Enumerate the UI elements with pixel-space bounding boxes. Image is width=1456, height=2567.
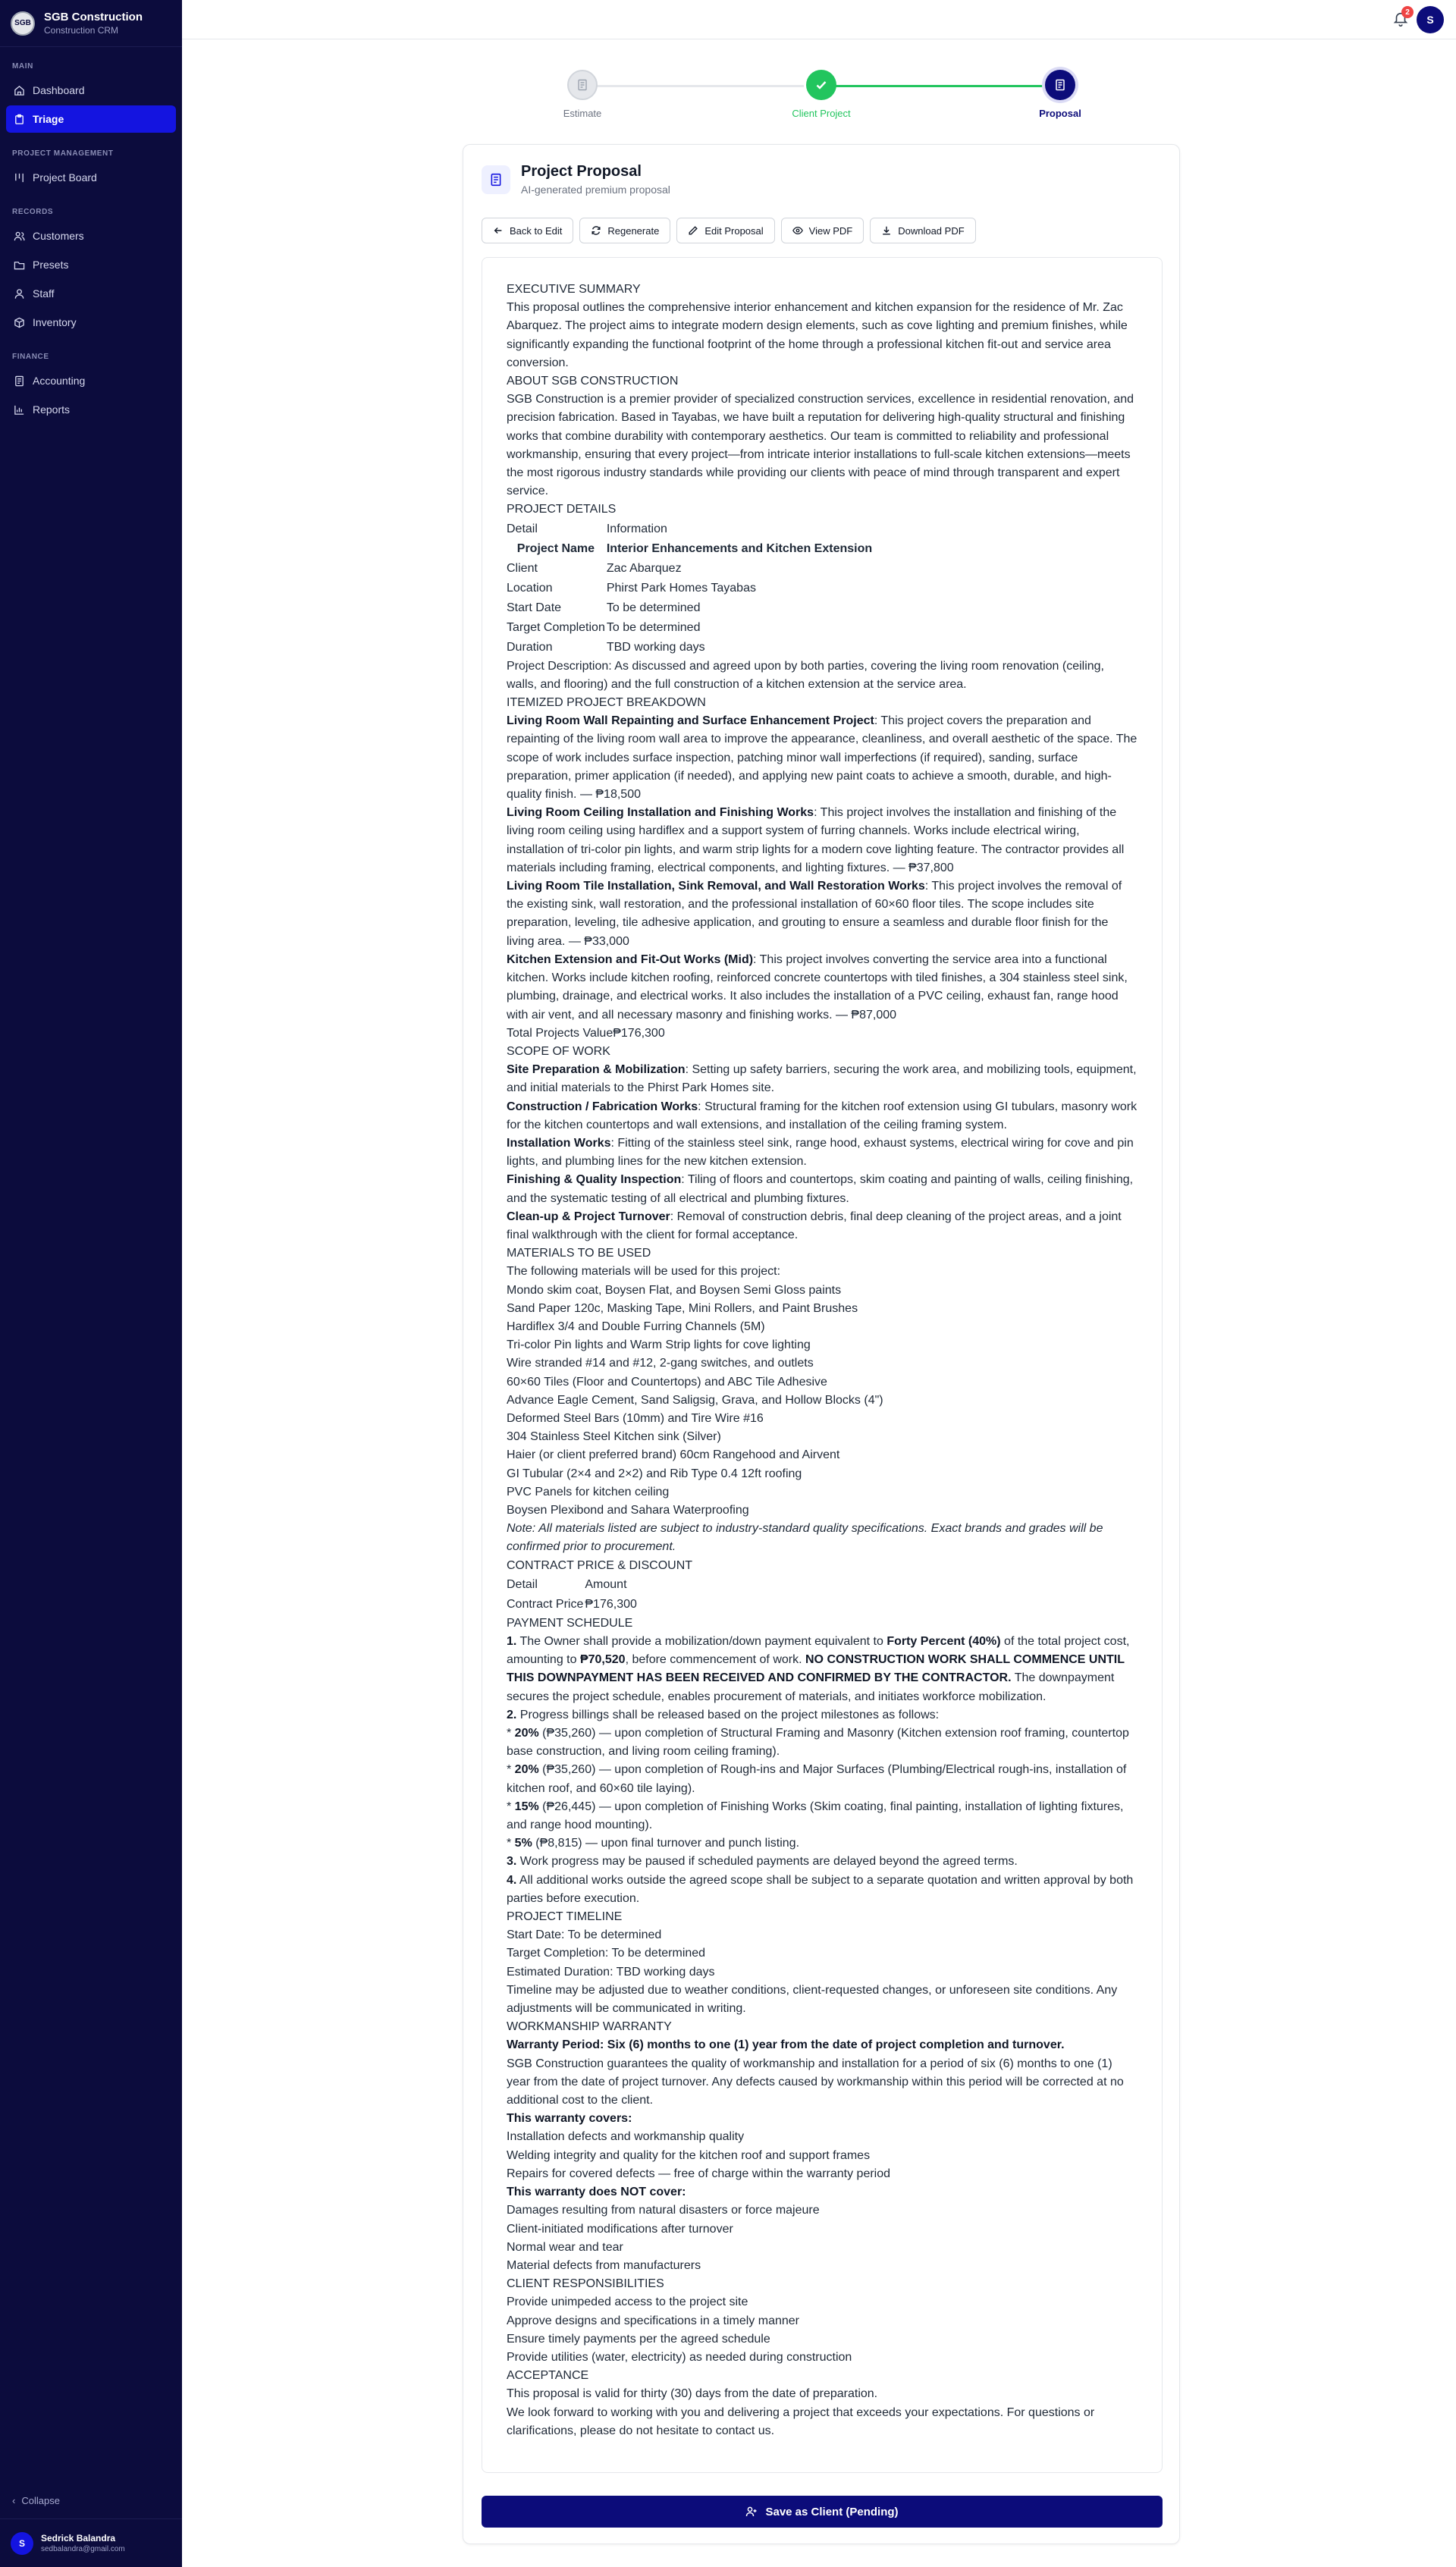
bullet: *: [507, 1800, 515, 1813]
table-header: Information: [606, 522, 667, 535]
document-icon: [576, 79, 588, 91]
table-header-row: [507, 519, 874, 539]
list-item: 60×60 Tiles (Floor and Countertops) and ABC Tile Adhesive: [507, 1375, 827, 1389]
term-text: The Owner shall provide a mobilization/down payment equivalent to: [516, 1635, 887, 1648]
payment-term: [507, 1706, 1138, 1724]
list-item: [507, 712, 1138, 804]
table-header: Amount: [585, 1577, 627, 1591]
list-item: Provide utilities (water, electricity) as needed during construction: [507, 2350, 852, 2364]
list-item: [507, 1098, 1138, 1134]
button-label: Back to Edit: [510, 224, 563, 237]
item-text: : This project involves converting the service area into a functional kitchen. Works include kitchen roofing, reinforced concrete countertops with tiled finishes, a 304 stainless steel sink, plumbing, drainage, and electrical works. It also includes the installation of a PVC ceiling, exhaust fan, range hood with air vent, and all necessary masonry and finishing works. — ₱87,000: [507, 952, 1128, 1021]
list-item: Deformed Steel Bars (10mm) and Tire Wire #16: [507, 1411, 764, 1425]
sidebar-item-staff[interactable]: [6, 280, 176, 307]
subheading-text: This warranty covers:: [507, 2112, 632, 2126]
step-circle: [806, 70, 836, 100]
bullet: *: [507, 1837, 515, 1850]
card-header: [482, 163, 670, 196]
ledger-icon: [14, 375, 25, 387]
materials-note: [507, 1520, 1138, 1556]
user-name: Sedrick Balandra: [41, 2533, 116, 2543]
sidebar-item-label: Presets: [33, 259, 69, 271]
sidebar-item-accounting[interactable]: [6, 367, 176, 394]
term-number: 3.: [507, 1855, 517, 1869]
save-as-client-button[interactable]: [482, 2496, 1163, 2528]
table-cell-value: Zac Abarquez: [606, 561, 682, 575]
button-label: Save as Client (Pending): [765, 2505, 899, 2518]
step-proposal[interactable]: [1007, 70, 1113, 119]
brand-subtitle: Construction CRM: [44, 25, 119, 36]
list-item: Ensure timely payments per the agreed schedule: [507, 2332, 770, 2346]
milestone-percent: 20%: [514, 1727, 539, 1740]
list-item: Wire stranded #14 and #12, 2-gang switches, and outlets: [507, 1357, 814, 1370]
item-title: Site Preparation & Mobilization: [507, 1063, 686, 1077]
payment-term: [507, 1633, 1138, 1706]
sidebar-item-label: Reports: [33, 403, 71, 416]
subheading-text: This warranty does NOT cover:: [507, 2186, 686, 2199]
total-value: ₱176,300: [613, 1026, 665, 1040]
item-title: Living Room Ceiling Installation and Finishing Works: [507, 806, 814, 820]
table-cell-label: Contract Price: [507, 1597, 584, 1611]
list-item: Advance Eagle Cement, Sand Saligsig, Grava, and Hollow Blocks (4"): [507, 1393, 883, 1407]
progress-stepper: [182, 39, 1456, 146]
paragraph: We look forward to working with you and delivering a project that exceeds your expectations. For questions or clarifications, please do not hesitate to contact us.: [507, 2405, 1095, 2437]
arrow-left-icon: [493, 225, 504, 236]
step-circle: [1045, 70, 1075, 100]
table-cell-value: ₱176,300: [585, 1597, 637, 1611]
sidebar-user[interactable]: [0, 2518, 182, 2567]
list-item: Client-initiated modifications after turnover: [507, 2222, 733, 2236]
step-label: Estimate: [563, 108, 602, 119]
subheading: [507, 2183, 1138, 2201]
button-label: View PDF: [808, 224, 853, 237]
list-item: Sand Paper 120c, Masking Tape, Mini Rollers, and Paint Brushes: [507, 1301, 858, 1315]
sidebar-item-label: Staff: [33, 287, 55, 300]
item-title: Installation Works: [507, 1136, 611, 1150]
milestone-item: [507, 1798, 1138, 1834]
collapse-label: Collapse: [21, 2495, 60, 2506]
list-item: Provide unimpeded access to the project site: [507, 2296, 748, 2309]
list-item: [507, 951, 1138, 1025]
paragraph: This proposal is valid for thirty (30) days from the date of preparation.: [507, 2387, 878, 2401]
warranty-period: [507, 2036, 1138, 2054]
sidebar-item-label: Customers: [33, 230, 84, 242]
list-item: [507, 1171, 1138, 1207]
download-icon: [881, 225, 892, 236]
section-heading: ACCEPTANCE: [507, 2369, 589, 2383]
table-header-row: [507, 1575, 639, 1595]
clipboard-icon: [14, 114, 25, 125]
users-icon: [14, 231, 25, 242]
button-label: Regenerate: [607, 224, 660, 237]
total-line: [507, 1025, 1138, 1043]
table-row: [507, 579, 874, 598]
section-heading: MATERIALS TO BE USED: [507, 1247, 651, 1260]
sidebar-item-triage[interactable]: [6, 105, 176, 133]
sidebar-item-label: Inventory: [33, 316, 77, 328]
table-cell-value: To be determined: [606, 620, 701, 634]
sidebar-item-label: Accounting: [33, 375, 86, 387]
term-emphasis: Forty Percent (40%): [886, 1635, 1001, 1648]
term-text: The downpayment secures the project schedule, enables procurement of materials, and initiates workforce mobilization.: [507, 1671, 1115, 1703]
list-item: Boysen Plexibond and Sahara Waterproofing: [507, 1503, 749, 1517]
sidebar: [0, 0, 182, 2567]
nav-section-finance: FINANCE: [12, 353, 49, 361]
list-item: Material defects from manufacturers: [507, 2258, 701, 2272]
step-client-project[interactable]: [768, 70, 874, 119]
term-text: Work progress may be paused if scheduled payments are delayed beyond the agreed terms.: [516, 1855, 1018, 1869]
section-heading: ITEMIZED PROJECT BREAKDOWN: [507, 696, 706, 710]
section-heading: PROJECT DETAILS: [507, 503, 617, 516]
milestone-percent: 5%: [514, 1837, 532, 1850]
proposal-icon: [482, 165, 510, 194]
milestone-text: (₱26,445) — upon completion of Finishing Works (Skim coating, final painting, installation of lighting fixtures, and range hood mounting).: [507, 1800, 1124, 1832]
sidebar-item-label: Triage: [33, 113, 64, 125]
collapse-button[interactable]: [12, 2495, 60, 2506]
kanban-icon: [14, 172, 25, 184]
payment-term: [507, 1872, 1138, 1908]
table-cell-value: Interior Enhancements and Kitchen Extension: [606, 541, 873, 555]
term-number: 2.: [507, 1708, 517, 1721]
button-label: Edit Proposal: [704, 224, 764, 237]
section-heading: ABOUT SGB CONSTRUCTION: [507, 375, 679, 388]
item-text: : Removal of construction debris, final deep cleaning of the project areas, and a joint final walkthrough with the client for formal acceptance.: [507, 1210, 1122, 1241]
list-item: [507, 804, 1138, 877]
milestone-percent: 15%: [514, 1800, 539, 1813]
brand[interactable]: [0, 0, 182, 47]
step-label: Client Project: [792, 108, 851, 119]
back-to-edit-button[interactable]: [482, 218, 573, 243]
regenerate-button[interactable]: [579, 218, 670, 243]
notification-badge: 2: [1401, 6, 1414, 18]
list-item: GI Tubular (2×4 and 2×2) and Rib Type 0.4 12ft roofing: [507, 1467, 802, 1480]
item-title: Construction / Fabrication Works: [507, 1100, 698, 1113]
section-heading: WORKMANSHIP WARRANTY: [507, 2020, 672, 2034]
sidebar-item-label: Dashboard: [33, 84, 85, 96]
milestone-percent: 20%: [514, 1763, 539, 1777]
list-item: Welding integrity and quality for the kitchen roof and support frames: [507, 2148, 871, 2162]
avatar: S: [11, 2532, 33, 2555]
list-item: [507, 1061, 1138, 1097]
item-title: Clean-up & Project Turnover: [507, 1210, 670, 1223]
term-text: , before commencement of work.: [625, 1653, 805, 1667]
total-label: Total Projects Value: [507, 1026, 613, 1040]
edit-proposal-button[interactable]: [676, 218, 774, 243]
table-cell-label: Target Completion: [507, 620, 605, 634]
item-title: Living Room Tile Installation, Sink Removal, and Wall Restoration Works: [507, 880, 925, 893]
table-cell-label: Client: [507, 561, 538, 575]
paragraph: Project Description: As discussed and agreed upon by both parties, covering the living room renovation (ceiling, walls, and flooring) and the full construction of a kitchen extension at the service area.: [507, 659, 1104, 691]
document-icon: [1054, 79, 1066, 91]
term-text: of the total project cost, amounting to: [507, 1635, 1130, 1667]
section-heading: CLIENT RESPONSIBILITIES: [507, 2277, 664, 2291]
list-item: Approve designs and specifications in a timely manner: [507, 2314, 799, 2327]
table-row: [507, 539, 874, 559]
item-text: : Fitting of the stainless steel sink, range hood, exhaust systems, electrical wiring for cove and pin lights, and plumbing lines for the new kitchen extension.: [507, 1136, 1134, 1169]
list-item: Mondo skim coat, Boysen Flat, and Boysen Semi Gloss paints: [507, 1283, 842, 1297]
table-cell-label: Location: [507, 581, 553, 595]
bullet: *: [507, 1763, 515, 1777]
term-number: 1.: [507, 1635, 517, 1648]
item-title: Finishing & Quality Inspection: [507, 1173, 682, 1187]
nav-section-main: MAIN: [12, 62, 33, 71]
list-item: Damages resulting from natural disasters or force majeure: [507, 2204, 820, 2217]
note-text: Note: All materials listed are subject to industry-standard quality specifications. Exact brands and grades will be confirmed prior to procurement.: [507, 1522, 1103, 1554]
list-item: Start Date: To be determined: [507, 1928, 662, 1942]
section-heading: PAYMENT SCHEDULE: [507, 1616, 633, 1630]
list-item: Haier (or client preferred brand) 60cm Rangehood and Airvent: [507, 1448, 840, 1462]
table-cell-value: Phirst Park Homes Tayabas: [606, 581, 756, 595]
sidebar-item-customers[interactable]: [6, 222, 176, 249]
brand-name: SGB Construction: [44, 11, 143, 24]
item-text: : This project covers the preparation and repainting of the living room wall area to improve the appearance, cleanliness, and overall aesthetic of the space. The scope of work includes surface inspection, patching minor wall imperfections (if required), sanding, surface preparation, primer application (if needed), and applying new paint coats to achieve a smooth, durable, and high-quality finish. — ₱18,500: [507, 714, 1138, 802]
chevron-left-icon: ‹: [12, 2495, 16, 2506]
table-cell-value: TBD working days: [606, 640, 705, 654]
step-circle: [567, 70, 598, 100]
nav-section-project-management: PROJECT MANAGEMENT: [12, 149, 114, 158]
table-header: Detail: [507, 522, 538, 535]
list-item: [507, 1208, 1138, 1244]
list-item: Normal wear and tear: [507, 2240, 623, 2254]
item-title: Living Room Wall Repainting and Surface Enhancement Project: [507, 714, 874, 728]
paragraph: The following materials will be used for this project:: [507, 1265, 781, 1279]
user-avatar[interactable]: S: [1417, 6, 1444, 33]
item-text: : Structural framing for the kitchen roof extension using GI tubulars, masonry work for the kitchen countertops and wall extensions, and installation of the ceiling framing system.: [507, 1100, 1138, 1131]
list-item: Hardiflex 3/4 and Double Furring Channels (5M): [507, 1320, 765, 1333]
table-cell-label: Duration: [507, 640, 553, 654]
sidebar-item-reports[interactable]: [6, 396, 176, 423]
page-title: Project Proposal: [521, 163, 642, 180]
step-estimate[interactable]: [529, 70, 635, 119]
term-text: All additional works outside the agreed scope shall be subject to a separate quotation and written approval by both parties before execution.: [507, 1873, 1134, 1905]
top-bar: [182, 0, 1456, 39]
contract-price-table: [507, 1575, 639, 1615]
warranty-period-text: Warranty Period: Six (6) months to one (1) year from the date of project completion and turnover.: [507, 2038, 1065, 2052]
table-row: [507, 638, 874, 657]
paragraph: SGB Construction guarantees the quality of workmanship and installation for a period of six (6) months to one (1) year from the date of project turnover. Any defects caused by workmanship within this period will be corrected at no additional cost to the client.: [507, 2057, 1124, 2107]
milestone-text: (₱35,260) — upon completion of Rough-ins and Major Surfaces (Plumbing/Electrical rough-ins, installation of kitchen roof, and 60×60 tile laying).: [507, 1763, 1127, 1795]
nav-section-records: RECORDS: [12, 208, 54, 216]
term-emphasis: NO CONSTRUCTION WORK SHALL COMMENCE UNTIL THIS DOWNPAYMENT HAS BEEN RECEIVED AND CONFIRMED BY THE CONTRACTOR.: [507, 1653, 1125, 1685]
list-item: [507, 1134, 1138, 1171]
list-item: Installation defects and workmanship quality: [507, 2130, 745, 2144]
list-item: [507, 877, 1138, 951]
section-heading: CONTRACT PRICE & DISCOUNT: [507, 1558, 693, 1572]
section-heading: EXECUTIVE SUMMARY: [507, 283, 641, 296]
table-cell-label: Start Date: [507, 601, 562, 614]
table-header: Detail: [507, 1577, 538, 1591]
table-row: [507, 559, 874, 579]
milestone-item: [507, 1761, 1138, 1797]
paragraph: Timeline may be adjusted due to weather conditions, client-requested changes, or unforeseen site conditions. Any adjustments will be communicated in writing.: [507, 1983, 1118, 2016]
sidebar-item-inventory[interactable]: [6, 309, 176, 336]
milestone-item: [507, 1724, 1138, 1761]
section-heading: SCOPE OF WORK: [507, 1044, 610, 1058]
user-email: sedbalandra@gmail.com: [41, 2545, 125, 2553]
sidebar-item-label: Project Board: [33, 171, 97, 184]
milestone-item: [507, 1834, 1138, 1853]
proposal-card: [463, 144, 1180, 2544]
item-text: : This project involves the removal of the existing sink, wall restoration, and the professional installation of 60×60 floor tiles. The scope includes site preparation, leveling, tile adhesive application, and grouting to ensure a seamless and durable floor finish for the living area. — ₱33,000: [507, 880, 1122, 948]
folder-icon: [14, 259, 25, 271]
button-label: Download PDF: [898, 224, 965, 237]
sidebar-item-dashboard[interactable]: [6, 77, 176, 104]
item-title: Kitchen Extension and Fit-Out Works (Mid): [507, 952, 754, 966]
sidebar-item-presets[interactable]: [6, 251, 176, 278]
home-icon: [14, 85, 25, 96]
table-row: [507, 1595, 639, 1615]
refresh-icon: [591, 225, 601, 236]
list-item: Repairs for covered defects — free of charge within the warranty period: [507, 2167, 891, 2180]
item-text: : This project involves the installation and finishing of the living room ceiling using hardiflex and a support system of furring channels. Works include electrical wiring, installation of tri-color pin lights, and warm strip lights for a modern cove lighting feature. The contractor provides all materials including framing, electrical components, and lighting fixtures. — ₱37,800: [507, 806, 1125, 874]
eye-icon: [792, 225, 803, 236]
payment-term: [507, 1853, 1138, 1871]
proposal-document: [482, 257, 1163, 2473]
item-text: : Setting up safety barriers, securing the work area, and mobilizing tools, equipment, and initial materials to the Phirst Park Homes site.: [507, 1063, 1137, 1095]
box-icon: [14, 317, 25, 328]
section-heading: PROJECT TIMELINE: [507, 1910, 623, 1924]
paragraph: SGB Construction is a premier provider of specialized construction services, excellence in residential renovation, and precision fabrication. Based in Tayabas, we have built a reputation for delivering high-quality structural and finishing works that combine durability with contemporary aesthetics. Our team is committed to reliability and professional workmanship, ensuring that every project—from intricate interior installations to full-scale kitchen extensions—meets the most rigorous industry standards while providing our clients with peace of mind through transparent and expert service.: [507, 393, 1134, 498]
chart-icon: [14, 404, 25, 416]
list-item: PVC Panels for kitchen ceiling: [507, 1485, 670, 1498]
brand-logo: SGB: [11, 11, 35, 36]
term-number: 4.: [507, 1873, 517, 1887]
item-text: : Tiling of floors and countertops, skim coating and painting of walls, ceiling finishing, and the systematic testing of all electrical and plumbing fixtures.: [507, 1173, 1134, 1205]
table-row: [507, 598, 874, 618]
term-emphasis: ₱70,520: [579, 1653, 626, 1667]
table-cell-value: To be determined: [606, 601, 701, 614]
check-icon: [814, 77, 829, 93]
bullet: *: [507, 1727, 515, 1740]
user-plus-icon: [745, 2506, 758, 2518]
milestone-text: (₱35,260) — upon completion of Structural Framing and Masonry (Kitchen extension roof framing, countertop base construction, and living room ceiling framing).: [507, 1727, 1129, 1759]
pencil-icon: [688, 225, 698, 236]
milestone-text: (₱8,815) — upon final turnover and punch listing.: [532, 1837, 800, 1850]
action-toolbar: [482, 218, 976, 243]
subheading: [507, 2110, 1138, 2128]
table-cell-label: Project Name: [516, 541, 595, 555]
step-label: Proposal: [1039, 108, 1081, 119]
list-item: 304 Stainless Steel Kitchen sink (Silver): [507, 1430, 721, 1444]
paragraph: This proposal outlines the comprehensive interior enhancement and kitchen expansion for the residence of Mr. Zac Abarquez. The project aims to integrate modern design elements, such as cove lighting and premium finishes, while significantly expanding the functional footprint of the home through a professional kitchen fit-out and service area conversion.: [507, 301, 1128, 369]
download-pdf-button[interactable]: [870, 218, 975, 243]
sidebar-item-project-board[interactable]: [6, 164, 176, 191]
list-item: Target Completion: To be determined: [507, 1947, 706, 1960]
table-row: [507, 618, 874, 638]
page-subtitle: AI-generated premium proposal: [521, 184, 670, 196]
project-details-table: [507, 519, 874, 657]
user-icon: [14, 288, 25, 300]
list-item: Tri-color Pin lights and Warm Strip lights for cove lighting: [507, 1338, 811, 1352]
term-text: Progress billings shall be released based on the project milestones as follows:: [516, 1708, 940, 1721]
list-item: Estimated Duration: TBD working days: [507, 1965, 715, 1979]
view-pdf-button[interactable]: [781, 218, 864, 243]
